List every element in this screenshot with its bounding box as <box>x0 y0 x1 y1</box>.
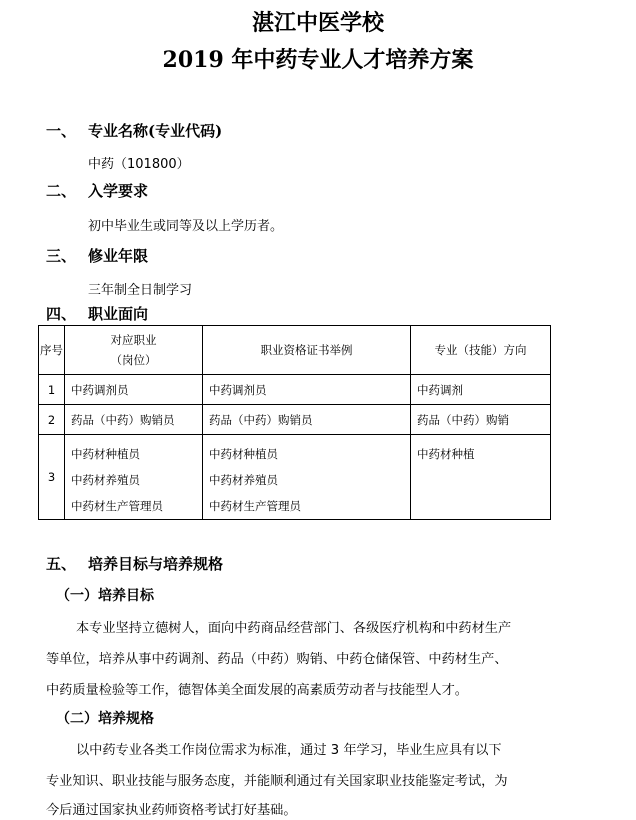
header-job-line2: （岗位） <box>110 353 157 367</box>
career-table <box>38 325 551 520</box>
row-job-line: 中药材养殖员 <box>71 473 140 487</box>
header-job <box>65 326 203 375</box>
row-job: 药品（中药）购销员 <box>65 405 203 435</box>
row-direction: 药品（中药）购销 <box>411 405 551 435</box>
goals-paragraph-line: 本专业坚持立德树人，面向中药商品经营部门、各级医疗机构和中药材生产 <box>76 621 512 636</box>
section-3-content: 三年制全日制学习 <box>88 283 193 298</box>
row-job-line: 中药材生产管理员 <box>71 499 163 513</box>
section-1-number: 一、 <box>46 122 77 140</box>
header-seq: 序号 <box>39 326 65 375</box>
header-job-line1: 对应职业 <box>110 333 157 347</box>
table-row <box>39 405 551 435</box>
row-cert-line: 中药材生产管理员 <box>209 499 301 513</box>
row-direction <box>411 435 551 520</box>
row-seq: 2 <box>39 405 65 435</box>
section-2-heading: 入学要求 <box>88 182 149 200</box>
section-4-heading: 职业面向 <box>88 305 149 323</box>
header-direction: 专业（技能）方向 <box>411 326 551 375</box>
section-5-heading: 培养目标与培养规格 <box>88 555 224 573</box>
specs-subheading: （二）培养规格 <box>56 711 154 727</box>
section-1-heading: 专业名称(专业代码) <box>88 122 223 140</box>
row-cert: 药品（中药）购销员 <box>203 405 411 435</box>
row-cert <box>203 435 411 520</box>
header-cert: 职业资格证书举例 <box>203 326 411 375</box>
table-row <box>39 375 551 405</box>
row-seq: 1 <box>39 375 65 405</box>
section-2-number: 二、 <box>46 182 77 200</box>
row-job-line: 中药材种植员 <box>71 447 140 461</box>
row-job <box>65 435 203 520</box>
table-row <box>39 435 551 520</box>
row-job: 中药调剂员 <box>65 375 203 405</box>
goals-subheading: （一）培养目标 <box>56 588 154 604</box>
document-subtitle: 2019 年中药专业人才培养方案 <box>162 47 474 73</box>
row-cert: 中药调剂员 <box>203 375 411 405</box>
row-cert-line: 中药材种植员 <box>209 447 278 461</box>
row-seq: 3 <box>39 435 65 520</box>
section-4-number: 四、 <box>46 305 77 323</box>
document-title: 湛江中医学校 <box>251 10 384 36</box>
section-2-content: 初中毕业生或同等及以上学历者。 <box>88 219 284 234</box>
table-header-row <box>39 326 551 375</box>
section-5-number: 五、 <box>46 555 77 573</box>
goals-paragraph-line: 中药质量检验等工作，德智体美全面发展的高素质劳动者与技能型人才。 <box>46 683 468 698</box>
section-3-number: 三、 <box>46 247 77 265</box>
section-1-content: 中药（101800） <box>88 157 190 172</box>
specs-paragraph-line: 以中药专业各类工作岗位需求为标准，通过 3 年学习，毕业生应具有以下 <box>76 743 502 758</box>
goals-paragraph-line: 等单位，培养从事中药调剂、药品（中药）购销、中药仓储保管、中药材生产、 <box>46 652 508 667</box>
specs-paragraph-line: 专业知识、职业技能与服务态度，并能顺利通过有关国家职业技能鉴定考试，为 <box>46 774 508 789</box>
row-direction: 中药调剂 <box>411 375 551 405</box>
row-direction-line: 中药材种植 <box>417 447 475 461</box>
section-3-heading: 修业年限 <box>88 247 149 265</box>
specs-paragraph-line: 今后通过国家执业药师资格考试打好基础。 <box>46 803 297 818</box>
row-cert-line: 中药材养殖员 <box>209 473 278 487</box>
